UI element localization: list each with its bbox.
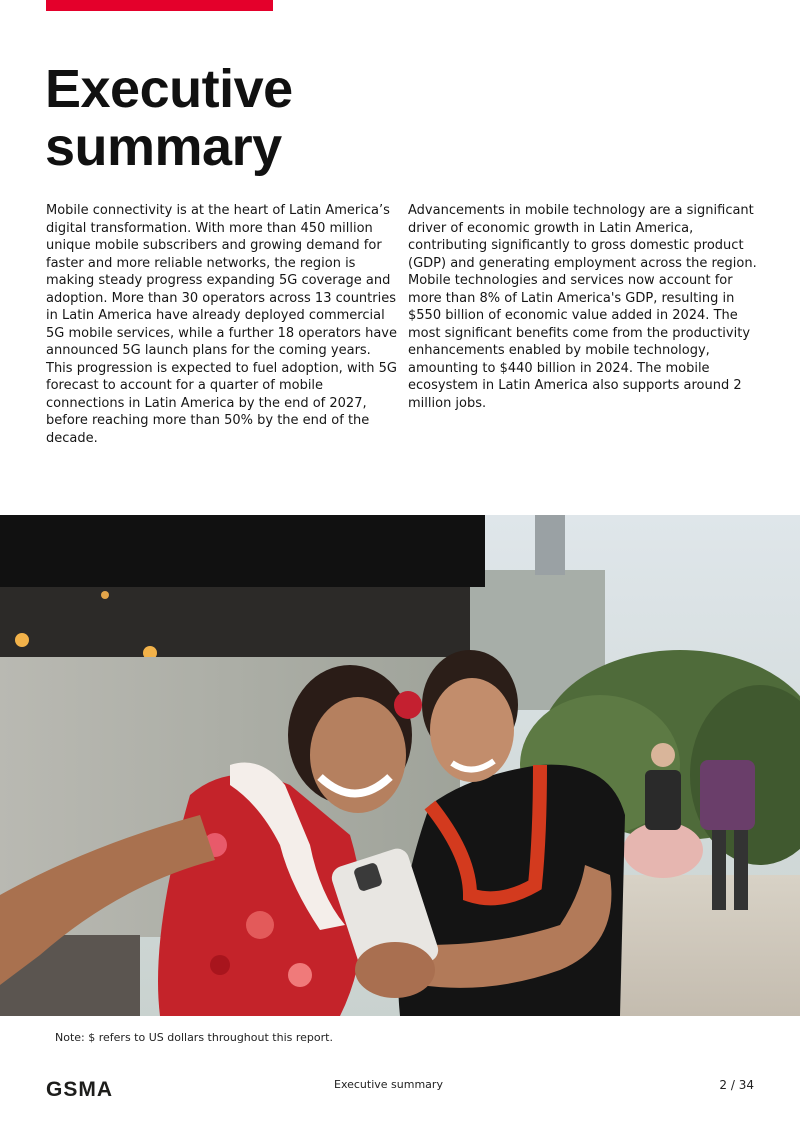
footnote: Note: $ refers to US dollars throughout this report.	[55, 1031, 333, 1044]
accent-bar	[46, 0, 273, 11]
body-column-left: Mobile connectivity is at the heart of Latin America’s digital transformation. With more than 450 million unique mobile subscribers and growing demand for faster and more reliable networks, the region is making steady progress expanding 5G coverage and adoption. More than 30 operators across 13 countries in Latin America have already deployed commercial 5G mobile services, while a further 18 operators have announced 5G launch plans for the coming years. This progression is expected to fuel adoption, with 5G forecast to account for a quarter of mobile connections in Latin America by the end of 2027, before reaching more than 50% by the end of the decade.	[46, 203, 397, 446]
hero-photo	[0, 515, 800, 1016]
footer-section-title: Executive summary	[334, 1078, 443, 1091]
gsma-logo: GSMA	[46, 1078, 113, 1101]
page-number: 2 / 34	[719, 1078, 754, 1092]
page-title: Executive summary	[45, 59, 293, 177]
body-column-right: Advancements in mobile technology are a significant driver of economic growth in Latin America, contributing significantly to gross domestic product (GDP) and generating employment across the region. Mobile technologies and services now account for more than 8% of Latin America's GDP, resulting in $550 billion of economic value added in 2024. The most significant benefits come from the productivity enhancements enabled by mobile technology, amounting to $440 billion in 2024. The mobile ecosystem in Latin America also supports around 2 million jobs.	[408, 203, 757, 411]
